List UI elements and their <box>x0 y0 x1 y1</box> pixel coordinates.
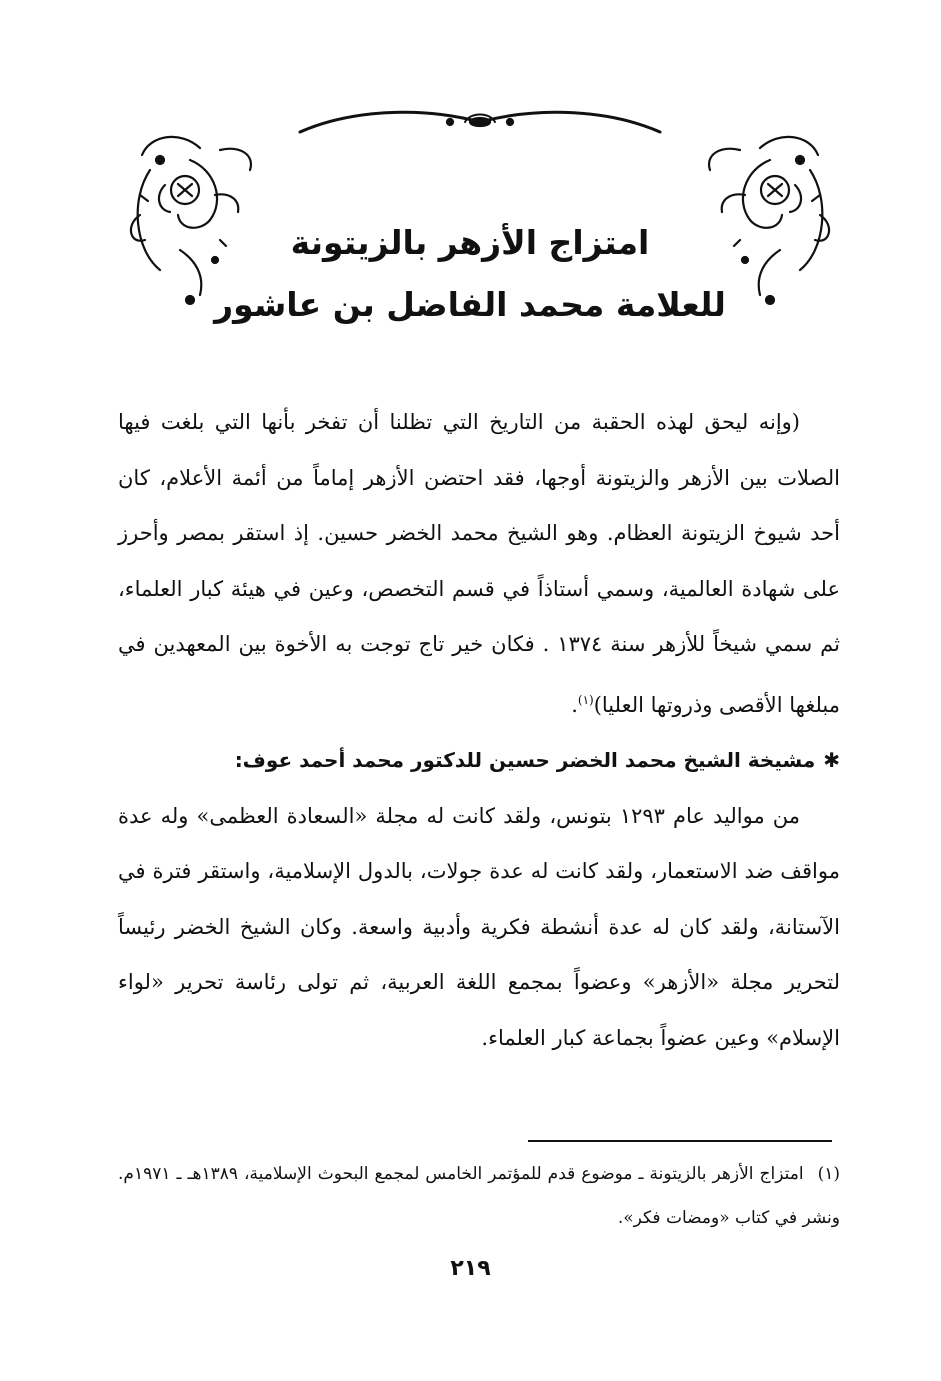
footnote-divider <box>528 1140 832 1142</box>
quote-end-period: . <box>571 692 578 717</box>
title-line-2: للعلامة محمد الفاضل بن عاشور <box>214 285 726 324</box>
footnote-reference: (١) <box>577 692 594 707</box>
footnotes <box>118 1152 840 1240</box>
section-heading <box>118 733 840 789</box>
title-line-1: امتزاج الأزهر بالزيتونة <box>290 223 650 262</box>
asterisk-bullet-icon: ✱ <box>823 748 840 772</box>
chapter-title <box>150 212 790 336</box>
body-text <box>118 395 840 1066</box>
page-number: ٢١٩ <box>450 1256 491 1281</box>
section-heading-text: مشيخة الشيخ محمد الخضر حسين للدكتور محمد أحمد عوف: <box>234 748 816 772</box>
quote-text: (وإنه ليحق لهذه الحقبة من التاريخ التي تظلنا أن تفخر بأنها التي بلغت فيها الصلات بين الأزهر والزيتونة أوجها، فقد احتضن الأزهر إماماً من أئمة الأعلام، كان أحد شيوخ الزيتونة العظام. وهو الشيخ محمد الخضر حسين. إذ استقر بمصر وأحرز على شهادة العالمية، وسمي أستاذاً في قسم التخصص، وعين في هيئة كبار العلماء، ثم سمي شيخاً للأزهر سنة ١٣٧٤ . فكان خير تاج توجت به الأخوة بين المعهدين في مبلغها الأقصى وذروتها العليا) <box>118 410 840 717</box>
quote-paragraph <box>118 395 840 733</box>
footnote-text: امتزاج الأزهر بالزيتونة ـ موضوع قدم للمؤتمر الخامس لمجمع البحوث الإسلامية، ١٣٨٩هـ ـ ١٩٧١م. ونشر في كتاب «ومضات فكر». <box>118 1164 840 1228</box>
footnote-marker: (١) <box>817 1164 841 1184</box>
footnote-item <box>118 1152 840 1240</box>
biography-paragraph: من مواليد عام ١٢٩٣ بتونس، ولقد كانت له مجلة «السعادة العظمى» وله عدة مواقف ضد الاستعمار، ولقد كانت له عدة جولات، بالدول الإسلامية، واستقر فترة في الآستانة، ولقد كان له عدة أنشطة فكرية وأدبية واسعة. وكان الشيخ الخضر رئيساً لتحرير مجلة «الأزهر» وعضواً بمجمع اللغة العربية، ثم تولى رئاسة تحرير «لواء الإسلام» وعين عضواً بجماعة كبار العلماء. <box>118 803 840 1050</box>
